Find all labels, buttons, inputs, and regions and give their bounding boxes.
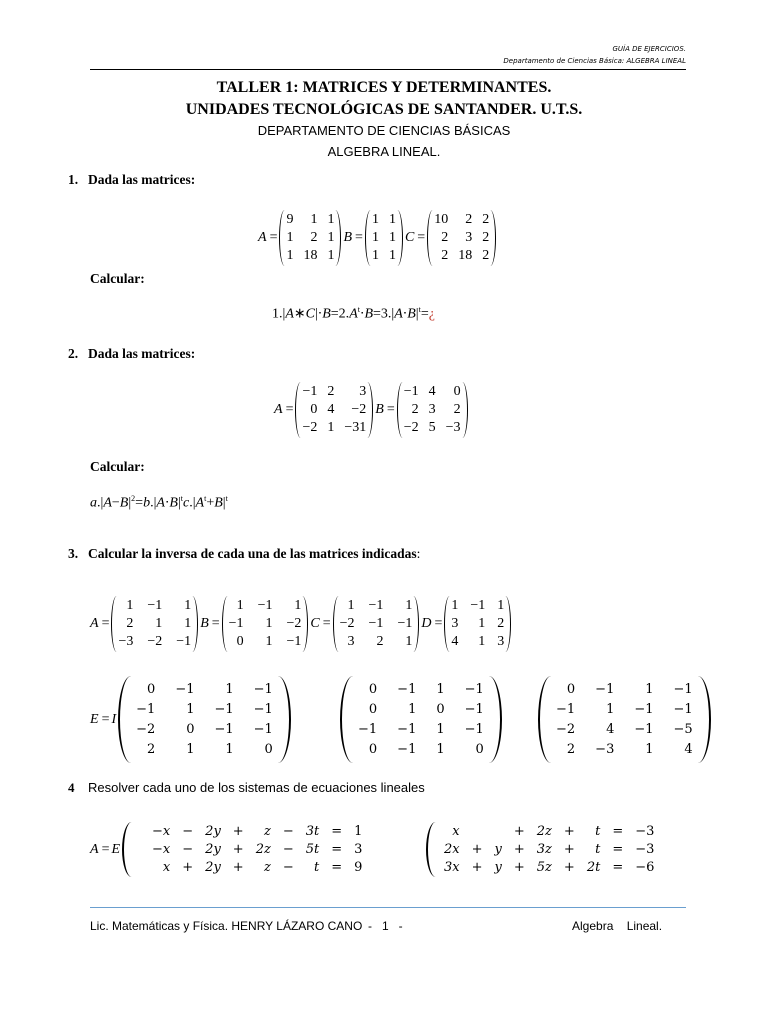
ex3-number: 3. — [68, 546, 79, 561]
ex3-matrix-c — [333, 596, 420, 652]
matrix-cell: 18 — [458, 248, 473, 263]
ex2-label-a: A — [274, 402, 283, 417]
matrix-cell: −1 — [673, 682, 693, 697]
equation-term: + — [471, 842, 483, 857]
equation-term: = — [331, 860, 343, 875]
ex4-heading-text: Resolver cada uno de los sistemas de ecuaciones lineales — [88, 780, 425, 795]
matrix-cell: 1 — [497, 598, 505, 613]
matrix-cell: 1 — [388, 212, 396, 227]
matrix-cell: −2 — [556, 722, 576, 737]
matrix-cell: 2 — [310, 230, 318, 245]
matrix-cell: 3 — [497, 634, 505, 649]
matrix-cell: −1 — [595, 682, 615, 697]
matrix-cell: −2 — [286, 616, 302, 631]
matrix-cell: 1 — [436, 722, 445, 737]
matrix-cell: −1 — [176, 634, 192, 649]
matrix-cell: −1 — [634, 702, 654, 717]
matrix-cell: −1 — [464, 722, 484, 737]
equation-term: + — [232, 860, 244, 875]
ex2-label-b: B — [375, 402, 384, 417]
matrix-cell: −1 — [397, 742, 417, 757]
equation-term: −3 — [635, 842, 655, 857]
matrix-cell: 3 — [347, 634, 355, 649]
matrix-cell: 1 — [645, 682, 654, 697]
title-line-2: UNIDADES TECNOLÓGICAS DE SANTANDER. U.T.S. — [185, 101, 583, 118]
matrix-cell: −5 — [673, 722, 693, 737]
ex1-label-c: C — [404, 230, 415, 245]
ex2-calc-label: Calcular: — [90, 459, 145, 474]
matrix-cell: −1 — [368, 598, 384, 613]
equation-term: = — [612, 842, 624, 857]
matrix-cell: −1 — [253, 702, 273, 717]
matrix-cell: −1 — [556, 702, 576, 717]
equation-term: + — [513, 824, 525, 839]
matrix-cell: 0 — [436, 702, 445, 717]
matrix-cell: 1 — [388, 230, 396, 245]
header-divider — [90, 69, 686, 70]
matrix-cell: 0 — [368, 742, 378, 757]
matrix-cell: 1 — [286, 248, 294, 263]
matrix-cell: 2 — [126, 616, 134, 631]
matrix-cell: 1 — [294, 598, 302, 613]
equation-term: + — [563, 860, 575, 875]
equation-term: 5z — [536, 860, 552, 875]
ex4-system-2 — [426, 822, 654, 877]
matrix-cell: 0 — [368, 682, 378, 697]
ex4-heading — [68, 780, 425, 796]
matrix-cell: 1 — [408, 702, 417, 717]
ex3-label-e: E — [90, 711, 99, 727]
matrix-cell: 1 — [126, 598, 134, 613]
matrix-cell: 10 — [434, 212, 449, 227]
matrix-cell: 1 — [371, 248, 379, 263]
matrix-cell: 1 — [184, 598, 192, 613]
ex3-label-d: D — [421, 616, 432, 631]
ex3-label-a: A — [90, 616, 99, 631]
equation-term: −6 — [635, 860, 655, 875]
matrix-cell: 1 — [186, 702, 195, 717]
matrix-cell: −1 — [286, 634, 302, 649]
matrix-cell: −31 — [344, 420, 367, 435]
matrix-cell: 2 — [411, 402, 419, 417]
matrix-cell: 0 — [566, 682, 576, 697]
matrix-cell: −2 — [351, 402, 367, 417]
equation-term: 2y — [205, 824, 221, 839]
equation-term: 2y — [205, 842, 221, 857]
matrix-cell: 2 — [327, 384, 335, 399]
matrix-cell: 3 — [451, 616, 459, 631]
matrix-cell: 1 — [405, 634, 413, 649]
matrix-cell: −1 — [464, 702, 484, 717]
matrix-cell: −1 — [302, 384, 318, 399]
matrix-cell: −1 — [253, 682, 273, 697]
equation-term: −x — [152, 824, 171, 839]
ex3-matrices-row-1: A = 1 −1 1 2 1 1 −3 −2 −1 B = 1 −1 1 −1 1 −2 0 1 −1 C = 1 −1 1 −2 −1 −1 3 2 1 D = 1 −1 1 3 1 2 4 1 3 — [90, 596, 511, 652]
header-department: Departamento de Ciencias Básica: ALGEBRA LINEAL — [503, 57, 686, 65]
matrix-cell: 1 — [371, 212, 379, 227]
matrix-cell: 1 — [186, 742, 195, 757]
matrix-cell: −1 — [470, 598, 486, 613]
matrix-cell: 3 — [465, 230, 473, 245]
matrix-cell: 1 — [371, 230, 379, 245]
equation-term: 3 — [354, 842, 363, 857]
matrix-cell: 4 — [684, 742, 693, 757]
matrix-cell: −1 — [358, 722, 378, 737]
matrix-cell: −1 — [673, 702, 693, 717]
matrix-cell: −1 — [397, 722, 417, 737]
matrix-cell: −1 — [397, 682, 417, 697]
matrix-cell: 1 — [347, 598, 355, 613]
matrix-cell: 1 — [286, 230, 294, 245]
matrix-cell: 3 — [428, 402, 436, 417]
matrix-cell: 2 — [453, 402, 461, 417]
matrix-cell: 2 — [441, 248, 449, 263]
equation-term: − — [182, 842, 194, 857]
ex4-number: 4 — [68, 780, 75, 795]
matrix-cell: −2 — [403, 420, 419, 435]
matrix-cell: 1 — [451, 598, 459, 613]
footer-subject: Algebra Lineal. — [572, 919, 663, 933]
equation-term: t — [595, 824, 601, 839]
ex3-matrix-a — [111, 596, 198, 652]
matrix-cell: 2 — [376, 634, 384, 649]
matrix-cell: 1 — [327, 212, 335, 227]
matrix-cell: 2 — [465, 212, 473, 227]
matrix-cell: 1 — [225, 742, 234, 757]
equation-term: −3 — [635, 824, 655, 839]
matrix-cell: 0 — [475, 742, 484, 757]
matrix-cell: 2 — [566, 742, 576, 757]
equation-term: 3z — [536, 842, 552, 857]
matrix-cell: 1 — [310, 212, 318, 227]
ex4-system-1-wrap: A = E −x − 2y + z − 3t = 1 −x − 2y + 2z − 5t = 3 x + 2y + z − t = 9 — [90, 824, 363, 875]
equation-term: 3t — [305, 824, 320, 839]
ex3-matrices-row-2: E = I 0 −1 1 −1 −1 1 −1 −1 −2 0 −1 −1 2 1 1 0 — [90, 676, 291, 763]
equation-term: − — [282, 842, 294, 857]
ex1-number: 1. — [68, 172, 79, 187]
equation-term: 9 — [354, 860, 363, 875]
ex1-heading-text: Dada las matrices: — [88, 172, 196, 187]
equation-term: + — [513, 860, 525, 875]
equation-term: + — [232, 824, 244, 839]
footer-author: Lic. Matemáticas y Física. HENRY LÁZARO CANO — [90, 919, 363, 933]
equation-term: z — [263, 860, 271, 875]
equation-term: = — [612, 860, 624, 875]
ex1-label-b: B — [343, 230, 353, 245]
equation-term: + — [232, 842, 244, 857]
equation-term: = — [331, 824, 343, 839]
matrix-cell: 1 — [265, 616, 273, 631]
matrix-cell: 2 — [497, 616, 505, 631]
matrix-cell: −1 — [403, 384, 419, 399]
matrix-cell: 1 — [155, 616, 163, 631]
matrix-cell: 3 — [359, 384, 367, 399]
equation-term: 2t — [586, 860, 601, 875]
matrix-cell: −1 — [634, 722, 654, 737]
ex1-matrix-a — [279, 210, 341, 266]
matrix-cell: 1 — [478, 634, 486, 649]
ex3-heading-text: Calcular la inversa de cada una de las matrices indicadas — [88, 546, 417, 561]
matrix-cell: 1 — [327, 248, 335, 263]
ex2-matrix-a — [295, 382, 373, 438]
matrix-cell: −2 — [339, 616, 355, 631]
matrix-cell: −1 — [228, 616, 244, 631]
equation-term: = — [612, 824, 624, 839]
ex2-heading — [68, 346, 195, 362]
matrix-cell: 1 — [327, 420, 335, 435]
equation-term: y — [494, 860, 502, 875]
ex3-matrix-b — [222, 596, 309, 652]
matrix-cell: 2 — [441, 230, 449, 245]
ex2-heading-text: Dada las matrices: — [88, 346, 196, 361]
matrix-cell: 1 — [225, 682, 234, 697]
equation-term: 5t — [305, 842, 320, 857]
equation-term — [472, 824, 483, 839]
ex3-matrix-f — [340, 676, 502, 763]
matrix-cell: 4 — [606, 722, 615, 737]
matrix-cell: 1 — [645, 742, 654, 757]
matrix-cell: 0 — [147, 682, 156, 697]
matrix-cell: −3 — [595, 742, 615, 757]
matrix-cell: 4 — [451, 634, 459, 649]
matrix-cell: −1 — [214, 722, 234, 737]
matrix-cell: −1 — [147, 598, 163, 613]
ex3-matrix-d — [444, 596, 511, 652]
equation-term: 2z — [536, 824, 552, 839]
matrix-cell: −1 — [397, 616, 413, 631]
matrix-cell: 1 — [478, 616, 486, 631]
equation-term: + — [563, 842, 575, 857]
matrix-cell: 1 — [184, 616, 192, 631]
footer-page-number: - 1 - — [368, 919, 403, 933]
ex3-heading: 3. Calcular la inversa de cada una de las matrices indicadas: — [68, 546, 421, 561]
title-line-3: DEPARTAMENTO DE CIENCIAS BÁSICAS — [257, 123, 511, 138]
matrix-cell: −1 — [175, 682, 195, 697]
ex2-matrix-b — [397, 382, 468, 438]
matrix-cell: 1 — [606, 702, 615, 717]
equation-term: x — [452, 824, 460, 839]
equation-term: + — [513, 842, 525, 857]
ex3-matrix-g — [538, 676, 711, 763]
equation-term: − — [282, 824, 294, 839]
equation-term: y — [494, 842, 502, 857]
ex1-calc-label: Calcular: — [90, 271, 145, 286]
equation-term: 2x — [444, 842, 460, 857]
equation-term: − — [282, 860, 294, 875]
equation-term: 1 — [354, 824, 363, 839]
ex1-matrix-b — [365, 210, 403, 266]
equation-term: + — [563, 824, 575, 839]
equation-term: t — [595, 842, 601, 857]
ex1-matrices: A = 9 1 1 1 2 1 1 18 1 B = 1 1 1 1 1 1 C = 10 2 2 2 3 2 2 18 2 — [258, 210, 496, 266]
equation-term: − — [182, 824, 194, 839]
ex2-matrices: A = −1 2 3 0 4 −2 −2 1 −31 B = −1 4 0 2 3 2 −2 5 −3 — [274, 382, 468, 438]
ex4-system-2-wrap — [426, 822, 654, 877]
matrix-cell: −3 — [118, 634, 134, 649]
ex1-heading — [68, 172, 195, 188]
ex1-matrix-c — [427, 210, 496, 266]
matrix-cell: −1 — [136, 702, 156, 717]
matrix-cell: 0 — [368, 702, 378, 717]
ex3-label-b: B — [200, 616, 209, 631]
matrix-cell: 0 — [236, 634, 244, 649]
ex4-system-1 — [122, 822, 362, 877]
ex1-question-mark: ¿ — [428, 306, 435, 322]
matrix-cell: −1 — [257, 598, 273, 613]
equation-term: + — [182, 860, 194, 875]
ex1-expressions: $1.|A∗C|\cdot B=2.A^t\cdot B=3.|A\cdot B|^t=¿$ — [272, 305, 435, 322]
ex3-matrix-g-wrap — [538, 676, 711, 763]
matrix-cell: −3 — [445, 420, 461, 435]
matrix-cell: −1 — [464, 682, 484, 697]
equation-term: 2z — [255, 842, 271, 857]
title-line-1: TALLER 1: MATRICES Y DETERMINANTES. — [216, 79, 552, 96]
ex2-expressions: $a.|A-B|^2=b.|A\cdot B|^tc.|A^t+B|^t$ — [90, 494, 228, 511]
matrix-cell: 1 — [236, 598, 244, 613]
matrix-cell: 0 — [264, 742, 273, 757]
matrix-cell: 2 — [482, 230, 490, 245]
footer-divider — [90, 907, 686, 908]
equation-term — [495, 824, 502, 839]
equation-term: 2y — [205, 860, 221, 875]
ex3-label-c: C — [310, 616, 320, 631]
equation-term: t — [314, 860, 320, 875]
matrix-cell: 1 — [327, 230, 335, 245]
matrix-cell: −1 — [253, 722, 273, 737]
equation-term: −x — [152, 842, 171, 857]
matrix-cell: 0 — [186, 722, 195, 737]
matrix-cell: 5 — [428, 420, 436, 435]
equation-term: x — [162, 860, 171, 875]
matrix-cell: 0 — [310, 402, 318, 417]
title-line-4: ALGEBRA LINEAL. — [327, 144, 441, 159]
header-guide: GUÍA DE EJERCICIOS. — [612, 45, 686, 53]
matrix-cell: 1 — [436, 682, 445, 697]
matrix-cell: 1 — [265, 634, 273, 649]
equation-term: z — [263, 824, 271, 839]
matrix-cell: 1 — [405, 598, 413, 613]
matrix-cell: −2 — [147, 634, 163, 649]
ex2-number: 2. — [68, 346, 79, 361]
ex1-label-a: A — [258, 230, 267, 245]
matrix-cell: 1 — [436, 742, 445, 757]
equation-term: + — [471, 860, 483, 875]
matrix-cell: 9 — [286, 212, 294, 227]
matrix-cell: 2 — [482, 248, 490, 263]
equation-term: = — [331, 842, 343, 857]
matrix-cell: 18 — [303, 248, 318, 263]
equation-term: 3x — [444, 860, 460, 875]
ex3-matrix-e — [118, 676, 291, 763]
ex3-matrix-f-wrap — [340, 676, 502, 763]
matrix-cell: −2 — [302, 420, 318, 435]
matrix-cell: 2 — [147, 742, 156, 757]
matrix-cell: 4 — [327, 402, 335, 417]
matrix-cell: 0 — [453, 384, 461, 399]
matrix-cell: −1 — [368, 616, 384, 631]
ex4-label-a: A — [90, 841, 99, 857]
matrix-cell: 1 — [388, 248, 396, 263]
matrix-cell: 4 — [428, 384, 436, 399]
matrix-cell: 2 — [482, 212, 490, 227]
matrix-cell: −1 — [214, 702, 234, 717]
matrix-cell: −2 — [136, 722, 156, 737]
